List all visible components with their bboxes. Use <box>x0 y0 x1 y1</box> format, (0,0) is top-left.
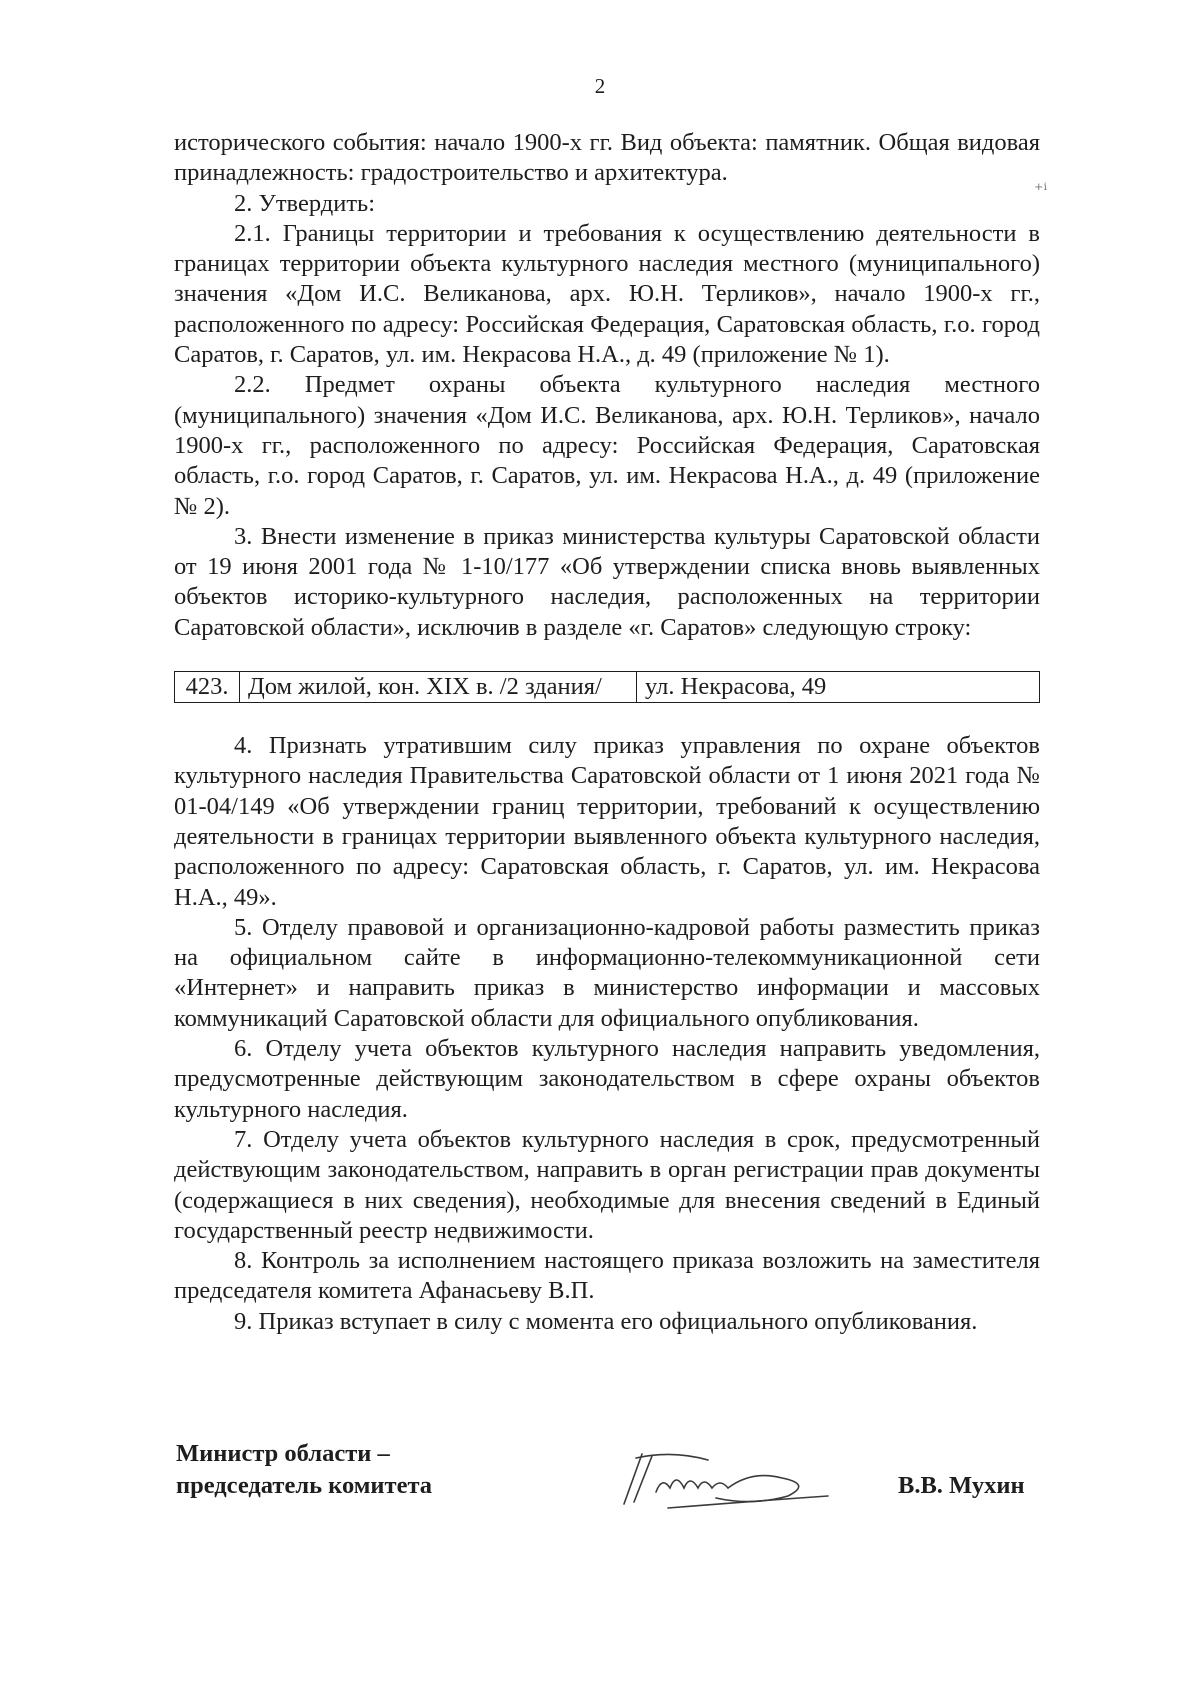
table-row <box>175 672 1040 703</box>
paragraph-item-4: 4. Признать утратившим силу приказ управления по охране объектов культурного наследия Правительства Саратовской области от 1 июня 2021 года № 01-04/149 «Об утверждении границ территории, требований к осуществлению деятельности в границах территории выявленного объекта культурного наследия, расположенного по адресу: Саратовская область, г. Саратов, ул. им. Некрасова Н.А., 49». <box>174 732 1040 911</box>
signatory-name: В.В. Мухин <box>898 1472 1025 1499</box>
paragraph-item-9: 9. Приказ вступает в силу с момента его официального опубликования. <box>234 1307 978 1335</box>
signatory-position-line-1: Министр области – <box>176 1440 390 1467</box>
paragraph-item-2: 2. Утвердить: <box>234 189 376 217</box>
paragraph-item-2-1: 2.1. Границы территории и требования к осуществлению деятельности в границах территории объекта культурного наследия местного (муниципального) значения «Дом И.С. Великанова, арх. Ю.Н. Терликов», начало 1900-х гг., расположенного по адресу: Российская Федерация, Саратовская область, г.о. город Саратов, г. Саратов, ул. им. Некрасова Н.А., д. 49 (приложение № 1). <box>174 219 1040 369</box>
paragraph-continuation: исторического события: начало 1900-х гг. Вид объекта: памятник. Общая видовая принадлежность: градостроительство и архитектура. <box>174 129 1040 187</box>
row-number-cell: 423. <box>175 672 240 703</box>
paragraph-item-2-2: 2.2. Предмет охраны объекта культурного наследия местного (муниципального) значения «Дом И.С. Великанова, арх. Ю.Н. Терликов», начало 1900-х гг., расположенного по адресу: Российская Федерация, Саратовская область, г.о. город Саратов, г. Саратов, ул. им. Некрасова Н.А., д. 49 (приложение № 2). <box>174 371 1040 520</box>
document-body <box>174 128 1040 1337</box>
row-name-cell: Дом жилой, кон. XIX в. /2 здания/ <box>240 672 637 703</box>
handwritten-signature-icon <box>612 1448 842 1514</box>
paragraph-item-6: 6. Отделу учета объектов культурного наследия направить уведомления, предусмотренные действующим законодательством в сфере охраны объектов культурного наследия. <box>174 1035 1040 1123</box>
scan-artifact-icon: ⁺ⁱ <box>1034 180 1048 200</box>
paragraph-item-3: 3. Внести изменение в приказ министерства культуры Саратовской области от 19 июня 2001 года № 1-10/177 «Об утверждении списка вновь выявленных объектов историко-культурного наследия, расположенных на территории Саратовской области», исключив в разделе «г. Саратов» следующую строку: <box>174 522 1040 641</box>
page-number: 2 <box>594 74 606 98</box>
paragraph-item-8: 8. Контроль за исполнением настоящего приказа возложить на заместителя председателя комитета Афанасьеву В.П. <box>174 1247 1040 1305</box>
paragraph-item-7: 7. Отделу учета объектов культурного наследия в срок, предусмотренный действующим законодательством, направить в орган регистрации прав документы (содержащиеся в них сведения), необходимые для внесения сведений в Единый государственный реестр недвижимости. <box>174 1125 1040 1244</box>
row-address-cell: ул. Некрасова, 49 <box>637 672 1040 703</box>
signatory-position-line-2: председатель комитета <box>176 1472 433 1499</box>
paragraph-item-5: 5. Отделу правовой и организационно-кадровой работы разместить приказ на официальном сайте в информационно-телекоммуникационной сети «Интернет» и направить приказ в министерство информации и массовых коммуникаций Саратовской области для официального опубликования. <box>174 913 1040 1032</box>
signatory-position <box>176 1438 432 1502</box>
excluded-row-table <box>174 671 1040 703</box>
